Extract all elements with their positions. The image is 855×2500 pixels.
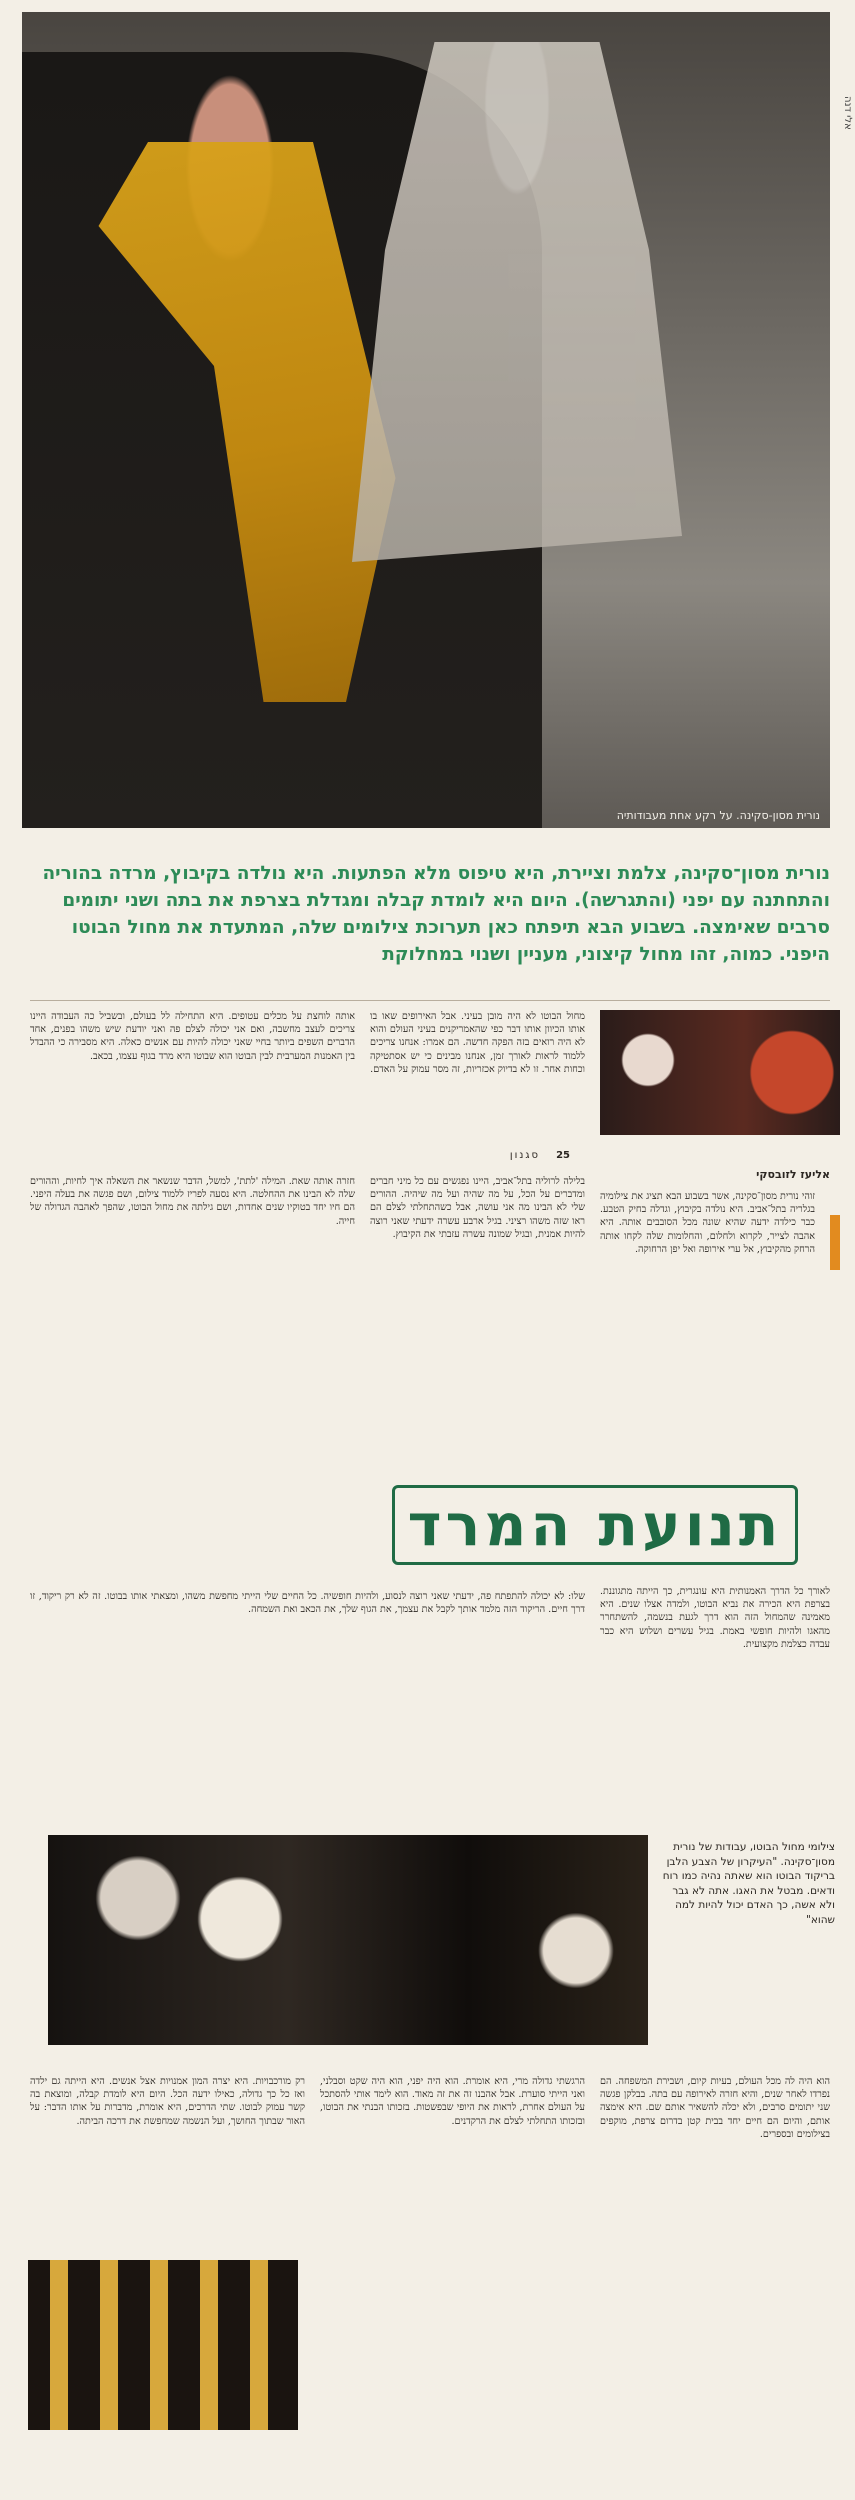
column-d: חזרה אותה שאת. המילה 'לתת', למשל, הדבר שנשאר את השאלה איך לחיות, וההורים שלה לא הבינו את ההחלטה. היא נסעה לפריז ללמוד צילום, ושם פגשה את בעלה היפני. הם חיו יחד בטוקיו שנים אחדות, ושם גילתה את מחול הבוטו, שהפך לאהבה הגדולה של חייה. — [30, 1176, 355, 1227]
page-number: 25 — [556, 1150, 570, 1161]
headline — [380, 1480, 810, 1570]
divider — [30, 1000, 830, 1001]
dance-photo-1 — [600, 1010, 840, 1135]
column-j: רק מורכבויות. היא יצרה המון אמנויות אצל אנשים. היא הייתה גם ילדה ואז כל כך גדולה, כאילו ידעה הכל. היום היא לומדת קבלה, ומוצאת בה קשר עמוק לבוטו. שתי הדרכים, היא אומרת, מדברות על אותו הדבר: על האור שבתוך החושך, ועל הנשמה שמחפשת את דרכה הביתה. — [30, 2076, 305, 2127]
magazine-name: סגנון — [509, 1150, 540, 1161]
hero-photo — [22, 12, 830, 828]
column-b: אותה לוחצת על מכלים עטופים. היא התחילה לל בעולם, ובשביל כה העבודה היינו צריכים לעצב מחשבה, ואם אני יכולה לצלם פה ואני יודעת שיש משהו בפנים, אחד הדברים השפים ביותר בחיי שאני יכולה להיות עם אנשים כאלה. היא מסבירה כי ההבדל בין האמנות המערבית לבין הבוטו הוא שבוטו היא מרד בגוף עצמו, בכאב. — [30, 1011, 355, 1062]
column-f: לאורך כל הדרך האמנותית היא עונגרית, כך הייתה מתגוננת. בצרפת היא הכירה את נביא הבוטו, ולמדה אצלו שנים. היא מאמינה שהמחול הזה הוא דרך לגעת בנשמה, להשתחרר מהאגו ולהיות חופשי באמת. בגיל עשרים ושלוש היא כבר עבדה כצלמת מקצועית. — [600, 1586, 830, 1650]
dance-photo-3 — [28, 2260, 298, 2430]
column-a: מחול הבוטו לא היה מובן בעיני. אבל האירופים שאו בו אותו הכיוון אותו דבר כפי שהאמריקנים בעיני העולם והוא לא היה רואים בזה הפקה חדשה. הם אמרו: אנחנו צריכים ללמוד לראות לאורך זמן, אנחנו מבינים כי יש אסתטיקה וכחות אחר. זו לא בדיוק אכזריות, זה מסר עמוק על האדם. — [370, 1011, 585, 1075]
column-e: זוהי נורית מסון־סקינה, אשר בשבוע הבא תציג את צילומיה בגלריה בתל־אביב. היא נולדה בקיבוץ, וגדלה בחיק הטבע. כבר כילדה ידעה שהיא שונה מכל הסובבים אותה. היא אהבה לצייר, לקרוא ולחלום, והחלומות שלה לקחו אותה הרחק מהקיבוץ, אל ערי אירופה ואל יפן הרחוקה. — [600, 1191, 815, 1255]
headline-text: תנועת המרד — [392, 1485, 797, 1565]
column-c: בלילה לרוליה בתל־אביב, היינו נפגשים עם כל מיני חברים ומדברים על הכל, על מה שהיה ועל מה שיהיה. ההורים שלי לא הבינו מה אני עושה, אבל כשהתחלתי לצלם הם ראו שזה משהו רציני. בגיל ארבע עשרה ידעתי שאני רוצה להיות אמנית, ובגיל שמונה עשרה עזבתי את הקיבוץ. — [370, 1176, 585, 1240]
dance-photo-2 — [48, 1835, 648, 2045]
column-g: שלו: לא יכולה להתפתח פה, ידעתי שאני רוצה לנסוע, ולהיות חופשיה. כל החיים שלי הייתי מחפשת משהו, ומצאתי אותו בבוטו. זה לא רק ריקוד, זו דרך חיים. הריקוד הזה מלמד אותך לקבל את עצמך, את הגוף שלך, את הכאב ואת השמחה. — [30, 1591, 585, 1616]
byline: אליעז לזובסקי — [756, 1168, 830, 1181]
hero-caption: נורית מסון-סקינה. על רקע אחת מעבודותיה — [616, 809, 820, 822]
section-tab — [830, 1215, 840, 1270]
photo-caption: צילומי מחול הבוטו, עבודות של נורית מסון־סקינה. "העיקרון של הצבע הלבן בריקוד הבוטו הוא שאתה נהיה כמו רוח ודאים. מבטל את האגו. אתה לא גבר ולא אשה, כך האדם יכול להיות למה שהוא" — [662, 1841, 835, 1926]
column-i: הרגשתי גדולה מרי, היא אומרת. הוא היה יפני, הוא היה שקט וסבלני, ואני הייתי סוערת. אבל אהבנו זה את זה מאוד. הוא לימד אותי להסתכל על העולם אחרת, לראות את היופי שבפשטות. בזכותו הבנתי את הבוטו, ובזכותו התחלתי לצלם את הרקדנים. — [320, 2076, 585, 2127]
column-h: הוא היה לה מכל העולם, בעיות קיום, ושבירת המשפחה. הם נפרדו לאחר שנים, והיא חזרה לאירופה עם בתה. בבלקן פגשה שני יתומים סרבים, ולא יכלה להשאיר אותם שם. היא אימצה אותם, והיום הם חיים יחד בבית קטן בדרום צרפת, מוקפים בצילומים ובספרים. — [600, 2076, 830, 2140]
side-label: אלי דנה — [842, 96, 853, 130]
lead-paragraph: נורית מסון־סקינה, צלמת וציירת, היא טיפוס מלא הפתעות. היא נולדה בקיבוץ, מרדה בהוריה והתחתנה עם יפני (והתגרשה). היום היא לומדת קבלה ומגדלת בצרפת את בתה ושני יתומים סרבים שאימצה. בשבוע הבא תיפתח כאן תערוכת צילומים שלה, המתעדת את מחול הבוטו היפני. כמוה, זהו מחול קיצוני, מעניין ושנוי במחלוקת — [42, 863, 830, 965]
